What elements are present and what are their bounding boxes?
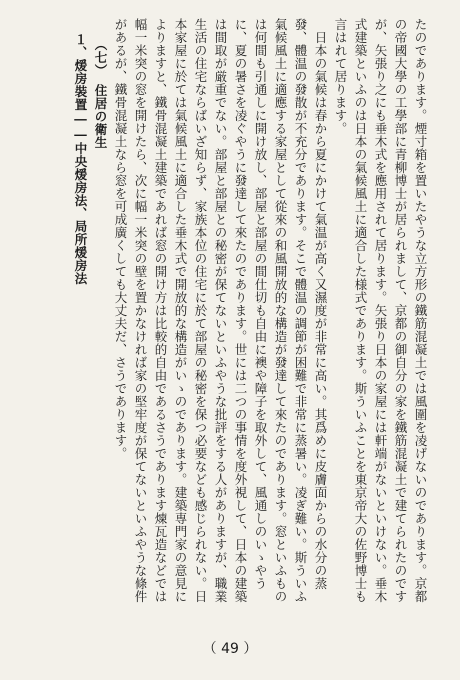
vertical-text-body	[20, 18, 430, 603]
body-paragraph: たのであります。煙寸箱を置いたやうな立方形の鐵筋混凝土では風圍を凌げないのであります。京都の帝國大學の工學部に青柳博士が居られまして、京都の御自分の家を鐵筋混凝土で建てられたのですが、矢張り之にも垂木式を應用されて居ります。矢張り日本の家屋には軒端がないといけない。垂木式建築といふのは日本の氣候風土に適合した様式であります。斯ういふことを東京帝大の佐野博士も言はれて居ります。	[333, 18, 428, 603]
body-paragraph: 日本の氣候は春から夏にかけて氣温が高く又濕度が非常に高い。其爲めに皮膚面からの水分の蒸發、體温の發散が不充分であります。そこで體温の調節が困難で非常に蒸暑い。凌ぎ難い。斯ういふ氣候風土に適應する家屋として從來の和風開放的な構造が發達して來たのであります。窓といふものは何間も引通しに開け放し、部屋と部屋の間仕切も自由に襖や障子を取外して、風通しのいゝやうに、夏の暑さを凌ぐやうに發達して來たのであります。世には二つの事情を度外視して、日本の建築は間取が厳重でない。部屋と部屋との秘密が保てないといふやうな批評をする人がありますが、職業生活の住宅ならばいざ知らず、家族本位の住宅に於て部屋の秘密を保つ必要なども感じられない。日本家屋に於ては氣候風土に適合した垂木式で開放的な構造がいゝのであります。建築専門家の意見によりますと、鐵骨混凝土建築であれば窓の開け方は比較的自由であるさうであります煉瓦造などでは幅一米突の窓を開けたら、次に幅一米突の壁を置かなければ家の堅牢度が保てないといふやうな條件があるが、鐵骨混凝土なら窓を可成廣くしても大丈夫だ、さうであります。	[113, 18, 328, 603]
page-number: （ 49 ）	[202, 641, 258, 657]
section-title: （七） 住居の衛生	[93, 38, 108, 149]
sub-title: １、煖房裝置――中央煖房法、局所煖房法	[73, 33, 88, 285]
